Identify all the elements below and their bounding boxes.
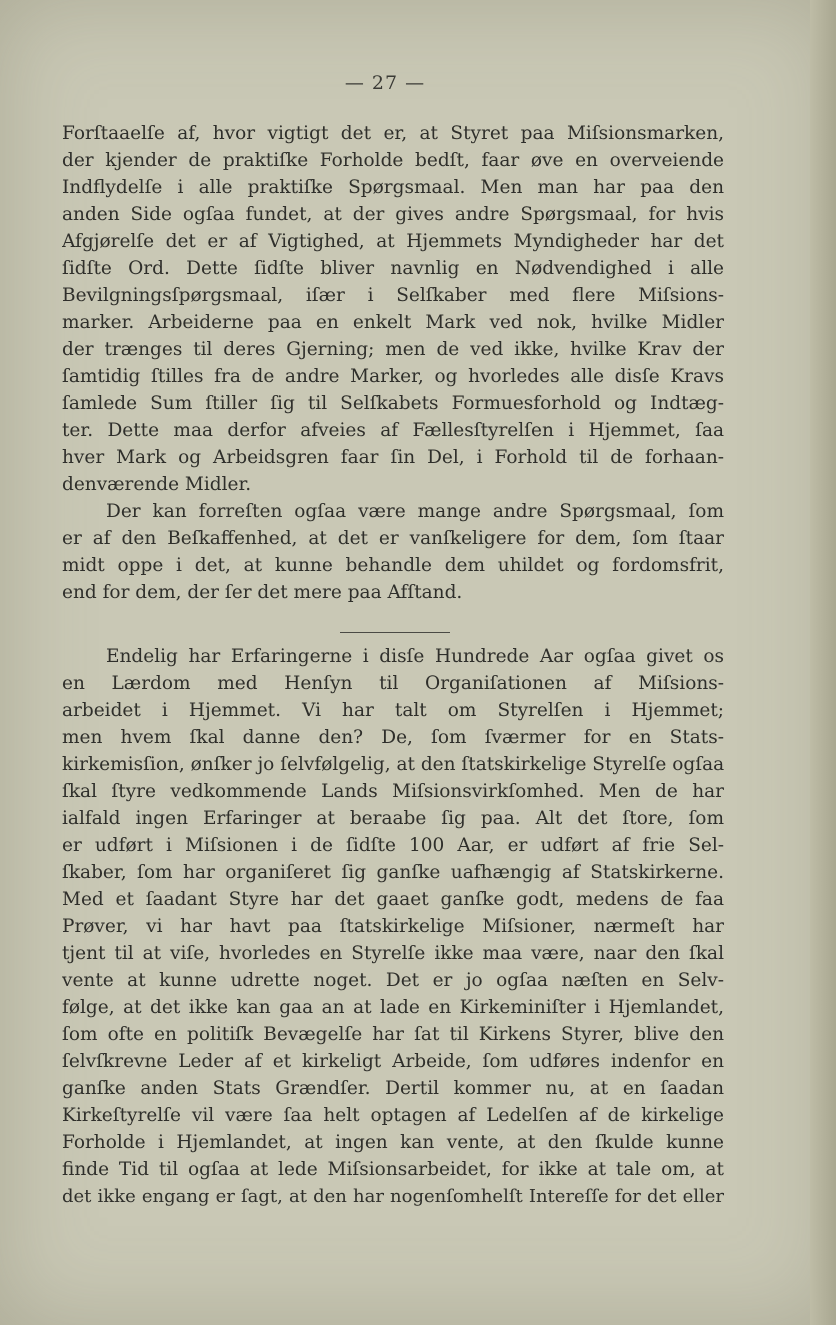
text-line: tjent til at viſe, hvorledes en Styrelſe ikke maa være, naar den ſkal	[62, 943, 724, 964]
text-line: ſamtidig ſtilles fra de andre Marker, og hvorledes alle disſe Kravs	[62, 366, 724, 387]
text-line: vente at kunne udrette noget. Det er jo ogſaa næſten en Selv-	[62, 970, 724, 991]
text-line: hver Mark og Arbeidsgren faar ſin Del, i Forhold til de forhaan-	[62, 447, 724, 468]
text-line: finde Tid til ogſaa at lede Miſsionsarbeidet, for ikke at tale om, at	[62, 1159, 724, 1180]
text-line: Med et ſaadant Styre har det gaaet ganſke godt, medens de faa	[62, 889, 724, 910]
text-line: arbeidet i Hjemmet. Vi har talt om Styrelſen i Hjemmet;	[62, 700, 724, 721]
text-line: der kjender de praktiſke Forholde bedſt, faar øve en overveiende	[62, 150, 724, 171]
text-line: Forſtaaelſe af, hvor vigtigt det er, at Styret paa Miſsionsmarken,	[62, 123, 724, 144]
text-line: er udført i Miſsionen i de ſidſte 100 Aar, er udført af frie Sel-	[62, 835, 724, 856]
text-line: Indflydelſe i alle praktiſke Spørgsmaal. Men man har paa den	[62, 177, 724, 198]
text-line: ſamlede Sum ſtiller ſig til Selſkabets Formuesforhold og Indtæg-	[62, 393, 724, 414]
text-line: ganſke anden Stats Grændſer. Dertil kommer nu, at en ſaadan	[62, 1078, 724, 1099]
text-line: anden Side ogſaa fundet, at der gives andre Spørgsmaal, for hvis	[62, 204, 724, 225]
text-line: men hvem ſkal danne den? De, ſom ſværmer for en Stats-	[62, 727, 724, 748]
text-line: Der kan forreſten ogſaa være mange andre Spørgsmaal, ſom	[106, 501, 724, 522]
text-line: der trænges til deres Gjerning; men de ved ikke, hvilke Krav der	[62, 339, 724, 360]
page-number: — 27 —	[344, 72, 426, 94]
section-1-text	[62, 120, 724, 606]
section-2-text	[62, 643, 724, 1210]
text-line: denværende Midler.	[62, 474, 252, 495]
text-line: Endelig har Erfaringerne i disſe Hundrede Aar ogſaa givet os	[106, 646, 724, 667]
text-line: Forholde i Hjemlandet, at ingen kan vente, at den ſkulde kunne	[62, 1132, 724, 1153]
text-line: ſkaber, ſom har organiſeret ſig ganſke uafhængig af Statskirkerne.	[62, 862, 724, 883]
page-edge	[810, 0, 836, 1325]
text-line: ſom ofte en politiſk Bevægelſe har ſat til Kirkens Styrer, blive den	[62, 1024, 724, 1045]
text-line: en Lærdom med Henſyn til Organiſationen af Miſsions-	[62, 673, 724, 694]
text-line: Afgjørelſe det er af Vigtighed, at Hjemmets Myndigheder har det	[62, 231, 724, 252]
text-line: kirkemisſion, ønſker jo ſelvfølgelig, at den ſtatskirkelige Styrelſe ogſaa	[62, 754, 724, 775]
text-line: end for dem, der ſer det mere paa Afſtand.	[62, 582, 463, 603]
text-line: Kirkeſtyrelſe vil være ſaa helt optagen af Ledelſen af de kirkelige	[62, 1105, 724, 1126]
text-line: ſelvſkrevne Leder af et kirkeligt Arbeide, ſom udføres indenfor en	[62, 1051, 724, 1072]
text-line: følge, at det ikke kan gaa an at lade en Kirkeminiſter i Hjemlandet,	[62, 997, 724, 1018]
section-divider	[340, 632, 450, 633]
text-line: marker. Arbeiderne paa en enkelt Mark ved nok, hvilke Midler	[62, 312, 724, 333]
text-line: Bevilgningsſpørgsmaal, iſær i Selſkaber med flere Miſsions-	[62, 285, 724, 306]
text-line: er af den Beſkaffenhed, at det er vanſkeligere for dem, ſom ſtaar	[62, 528, 724, 549]
text-line: ſkal ſtyre vedkommende Lands Miſsionsvirkſomhed. Men de har	[62, 781, 724, 802]
text-line: det ikke engang er ſagt, at den har nogenſomhelſt Intereſſe for det eller	[62, 1186, 724, 1207]
text-line: ialfald ingen Erfaringer at beraabe ſig paa. Alt det ſtore, ſom	[62, 808, 724, 829]
text-line: midt oppe i det, at kunne behandle dem uhildet og fordomsfrit,	[62, 555, 724, 576]
text-line: ter. Dette maa derfor afveies af Fællesſtyrelſen i Hjemmet, ſaa	[62, 420, 724, 441]
text-line: ſidſte Ord. Dette ſidſte bliver navnlig en Nødvendighed i alle	[62, 258, 724, 279]
text-line: Prøver, vi har havt paa ſtatskirkelige Miſsioner, nærmeſt har	[62, 916, 724, 937]
